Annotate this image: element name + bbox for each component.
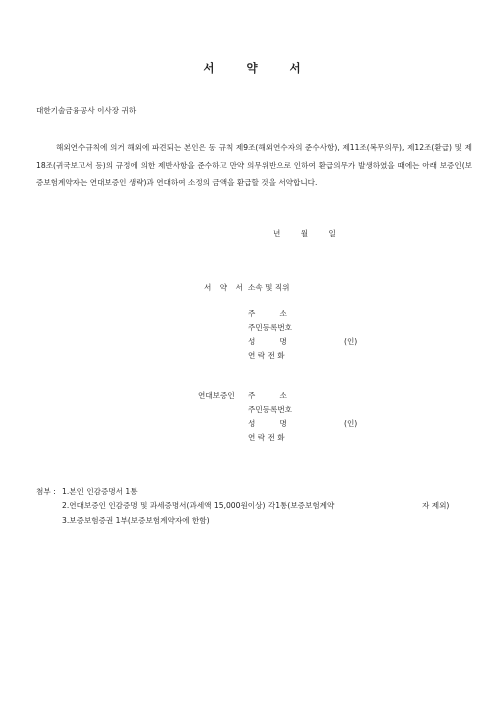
attachments-label: 첨부 : xyxy=(36,487,56,496)
guarantor-address-label: 주 소 xyxy=(248,391,287,400)
addressee: 대한기술금융공사 이사장 귀하 xyxy=(36,106,137,115)
attachment-item-1: 1.본인 인감증명서 1통 xyxy=(62,487,138,496)
attachment-item-2-tail: 자 제외) xyxy=(422,501,450,510)
guarantor-name-label: 성 명 xyxy=(248,419,287,428)
date-year: 년 xyxy=(273,229,281,238)
guarantor-phone-label: 연 락 전 화 xyxy=(248,433,285,442)
pledger-address-label: 주 소 xyxy=(248,309,287,318)
guarantor-seal: (인) xyxy=(344,419,358,428)
date-line xyxy=(273,228,354,239)
pledge-paragraph xyxy=(36,139,472,192)
attachment-item-2: 2.연대보증인 인감증명 및 과세증명서(과세액 15,000원이상) 각1통(보증보험계약 xyxy=(62,501,335,510)
pledger-affiliation-label: 소속 및 직위 xyxy=(248,283,290,292)
date-month: 월 xyxy=(300,229,309,238)
pledger-label: 서 약 서 xyxy=(204,283,246,292)
guarantor-resident-no-label: 주민등록번호 xyxy=(248,405,293,414)
pledge-text: 해외연수규칙에 의거 해외에 파견되는 본인은 동 규칙 제9조(해외연수자의 준수사항), 제11조(복무의무), 제12조(환급) 및 제18조(귀국보고서 등)의 규정에 의한 제반사항을 준수하고 만약 의무위반으로 인하여 환급의무가 발생하였을 때에는 아래 보증인(보증보험계약자는 연대보증인 생략)과 연대하여 소정의 금액을 환급할 것을 서약합니다. xyxy=(36,143,472,187)
pledger-name-label: 성 명 xyxy=(248,337,287,346)
pledger-phone-label: 연 락 전 화 xyxy=(248,351,285,360)
pledger-resident-no-label: 주민등록번호 xyxy=(248,323,293,332)
guarantor-label: 연대보증인 xyxy=(198,391,235,400)
attachment-item-3: 3.보증보험증권 1부(보증보험계약자에 한함) xyxy=(62,516,210,525)
pledger-seal: (인) xyxy=(344,337,358,346)
document-title: 서 약 서 xyxy=(203,61,315,75)
date-day: 일 xyxy=(328,229,336,238)
